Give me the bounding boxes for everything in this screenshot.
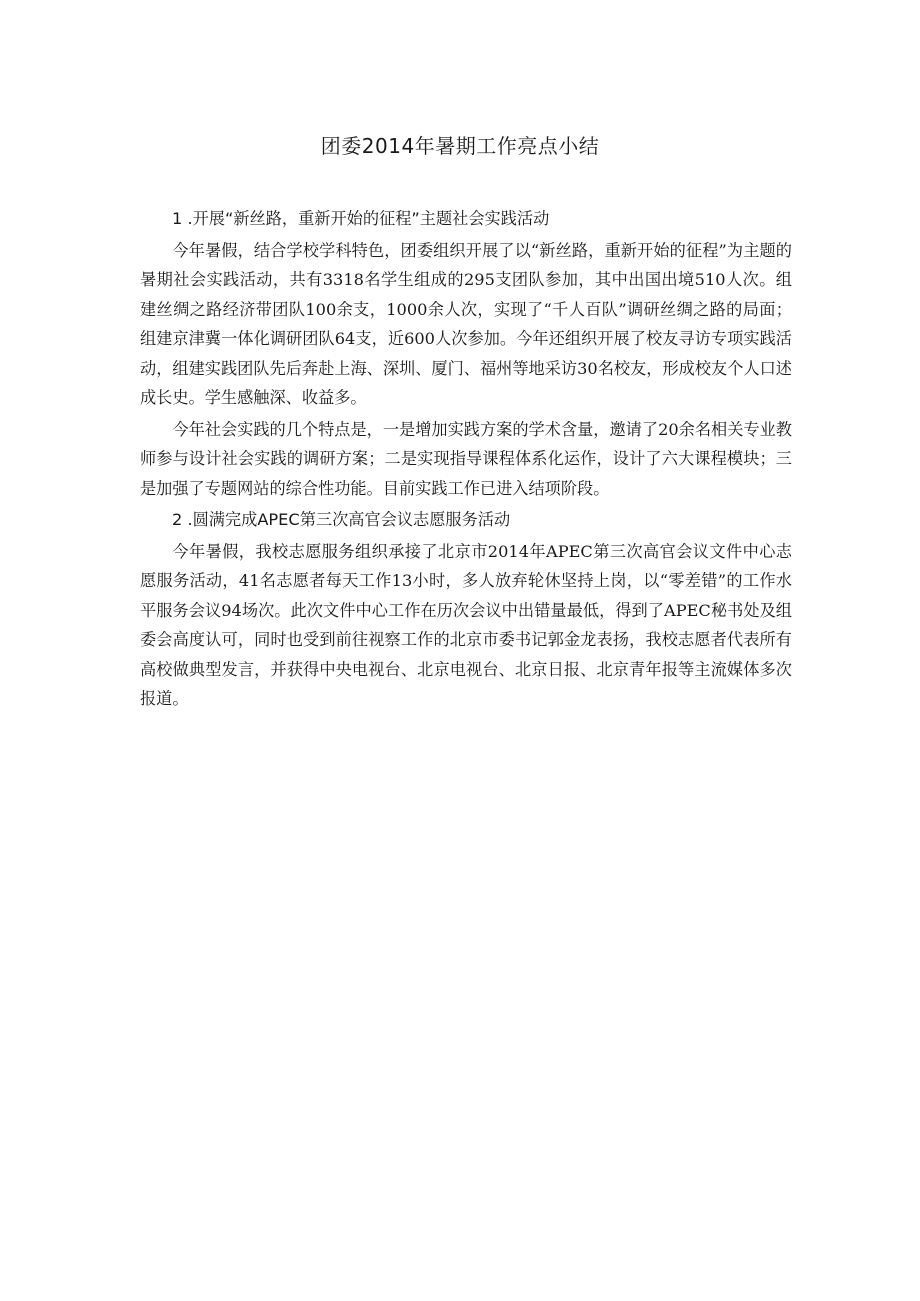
- section-heading-2: 2 .圆满完成APEC第三次高官会议志愿服务活动: [172, 510, 511, 529]
- document-body: [140, 204, 792, 716]
- section-1-paragraph-1: 今年暑假，结合学校学科特色，团委组织开展了以“新丝路，重新开始的征程”为主题的暑期社会实践活动，共有3318名学生组成的295支团队参加，其中出国出境510人次。组建丝绸之路经济带团队100余支，1000余人次，实现了“千人百队”调研丝绸之路的局面；组建京津冀一体化调研团队64支，近600人次参加。今年还组织开展了校友寻访专项实践活动，组建实践团队先后奔赴上海、深圳、厦门、福州等地采访30名校友，形成校友个人口述成长史。学生感触深、收益多。: [140, 240, 792, 407]
- section-2-paragraph-1: 今年暑假，我校志愿服务组织承接了北京市2014年APEC第三次高官会议文件中心志愿服务活动，41名志愿者每天工作13小时，多人放弃轮休坚持上岗，以“零差错”的工作水平服务会议94场次。此次文件中心工作在历次会议中出错量最低，得到了APEC秘书处及组委会高度认可，同时也受到前往视察工作的北京市委书记郭金龙表扬，我校志愿者代表所有高校做典型发言，并获得中央电视台、北京电视台、北京日报、北京青年报等主流媒体多次报道。: [140, 541, 792, 708]
- section-1-paragraph-2: 今年社会实践的几个特点是，一是增加实践方案的学术含量，邀请了20余名相关专业教师参与设计社会实践的调研方案；二是实现指导课程体系化运作，设计了六大课程模块；三是加强了专题网站的综合性功能。目前实践工作已进入结项阶段。: [140, 419, 792, 498]
- document-title: 团委2014年暑期工作亮点小结: [320, 134, 600, 158]
- section-heading-1: 1 .开展“新丝路，重新开始的征程”主题社会实践活动: [172, 209, 550, 228]
